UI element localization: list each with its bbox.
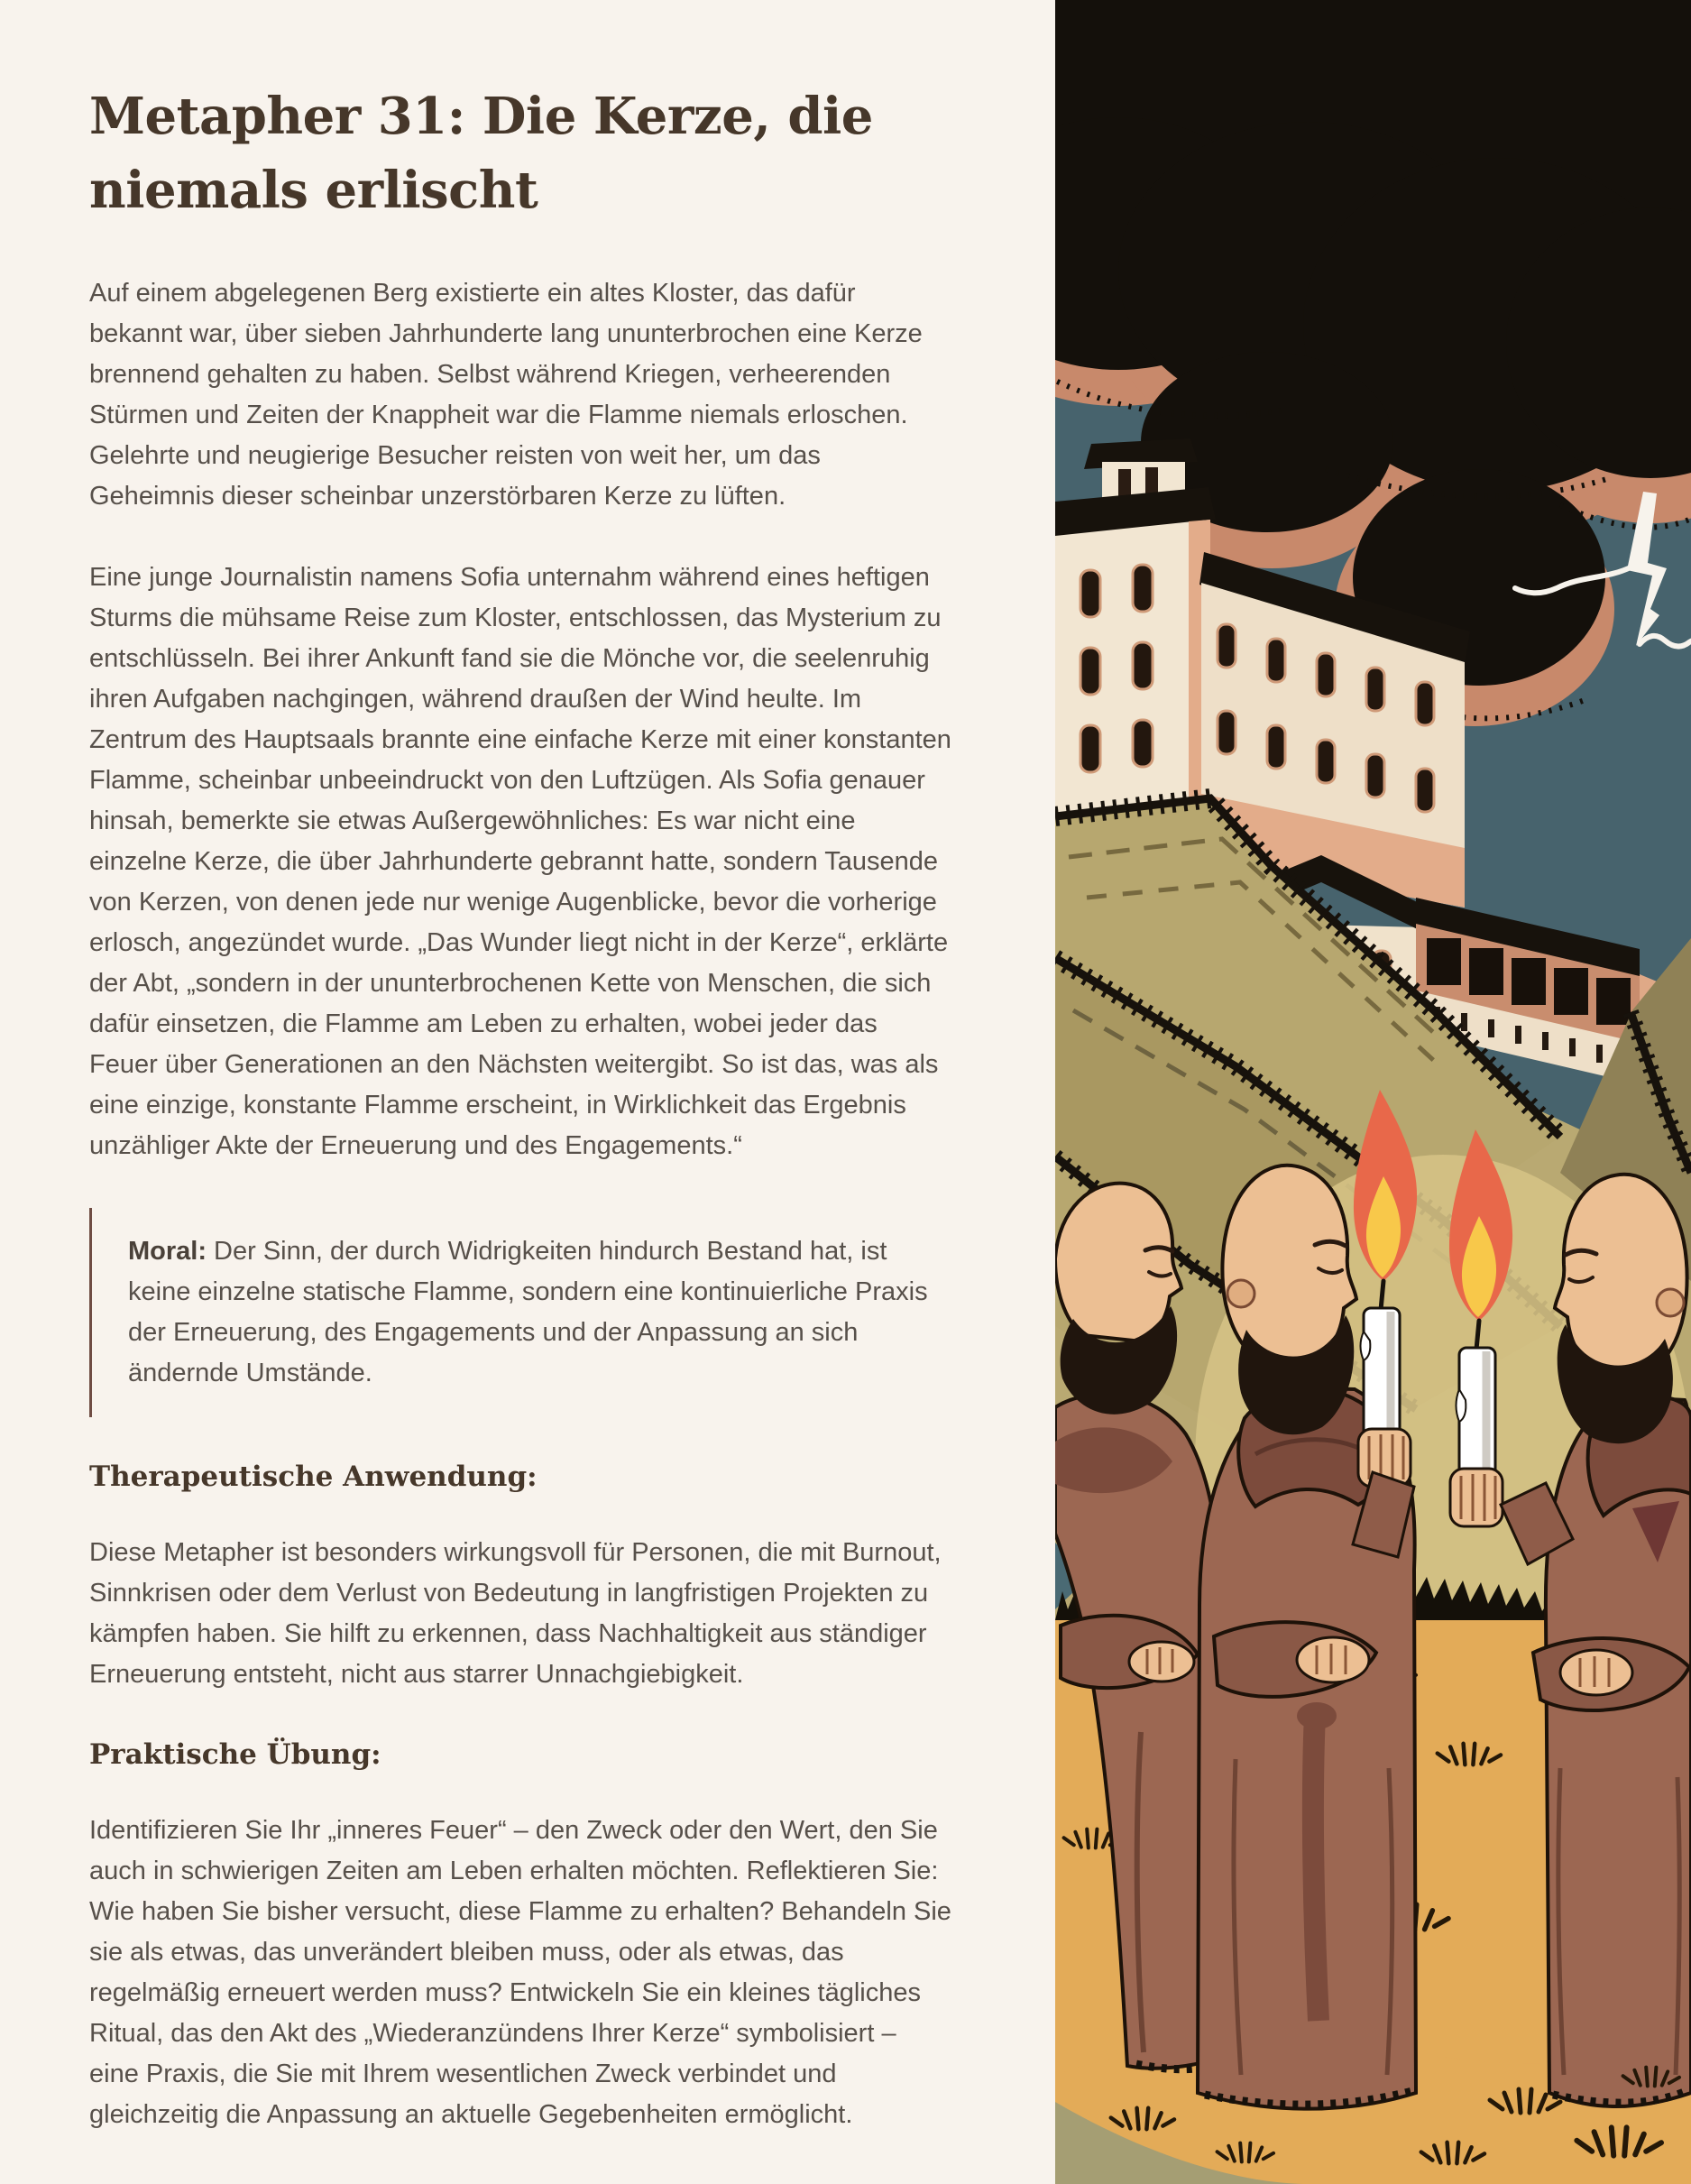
page-title: Metapher 31: Die Kerze, die niemals erlischt (89, 87, 873, 221)
section-heading-practice: Praktische Übung: (89, 1737, 381, 1771)
illustration-svg (1055, 0, 1691, 2184)
moral-text: Der Sinn, der durch Widrigkeiten hindurch Bestand hat, ist keine einzelne statische Flamme, sondern eine kontinuierliche Praxis der Erneuerung, des Engagements und der Anpassung an sich ändernde Umstände. (128, 1236, 928, 1387)
wick-right (1476, 1321, 1479, 1350)
section-body-practice: Identifizieren Sie Ihr „inneres Feuer“ – den Zweck oder den Wert, den Sie auch in schwierigen Zeiten am Leben erhalten möchten. Reflektieren Sie: Wie haben Sie bisher versucht, diese Flamme zu erhalten? Behandeln Sie sie als etwas, das unverändert bleiben muss, oder als etwas, das regelmäßig erneuert werden muss? Entwickeln Sie ein kleines tägliches Ritual, das den Akt des „Wiederanzündens Ihrer Kerze“ symbolisiert – eine Praxis, die Sie mit Ihrem wesentlichen Zweck verbindet und gleichzeitig die Anpassung an aktuelle Gegebenheiten ermöglicht. (89, 1816, 951, 2130)
article-column (89, 79, 951, 2176)
intro-paragraph-2: Eine junge Journalistin namens Sofia unternahm während eines heftigen Sturms die mühsame Reise zum Kloster, entschlossen, das Mysterium zu entschlüsseln. Bei ihrer Ankunft fand sie die Mönche vor, die seelenruhig ihren Aufgaben nachgingen, während draußen der Wind heulte. Im Zentrum des Hauptsaals brannte eine einfache Kerze mit einer konstanten Flamme, scheinbar unbeeindruckt von den Luftzügen. Als Sofia genauer hinsah, bemerkte sie etwas Außergewöhnliches: Es war nicht eine einzelne Kerze, die über Jahrhunderte gebrannt hatte, sondern Tausende von Kerzen, von denen jede nur wenige Augenblicke, bevor die vorherige erlosch, angezündet wurde. „Das Wunder liegt nicht in der Kerze“, erklärte der Abt, „sondern in der ununterbrochenen Kette von Menschen, die sich dafür einsetzen, die Flamme am Leben zu erhalten, wobei jeder das Feuer über Generationen an den Nächsten weitergibt. So ist das, was als eine einzige, konstante Flamme erscheint, in Wirklichkeit das Ergebnis unzähliger Akte der Erneuerung und des Engagements.“ (89, 562, 951, 1160)
intro-paragraph-1: Auf einem abgelegenen Berg existierte ein altes Kloster, das dafür bekannt war, über sieben Jahrhunderte lang ununterbrochen eine Kerze brennend gehalten zu haben. Selbst während Kriegen, verheerenden Stürmen und Zeiten der Knappheit war die Flamme niemals erloschen. Gelehrte und neugierige Besucher reisten von weit her, um das Geheimnis dieser scheinbar unzerstörbaren Kerze zu lüften. (89, 278, 923, 511)
moral-label: Moral: (128, 1236, 207, 1266)
story-illustration (1055, 0, 1691, 2184)
moral-callout (89, 1208, 951, 1417)
section-body-therapeutic: Diese Metapher ist besonders wirkungsvoll für Personen, die mit Burnout, Sinnkrisen oder dem Verlust von Bedeutung in langfristigen Projekten zu kämpfen haben. Sie hilft zu erkennen, dass Nachhaltigkeit aus ständiger Erneuerung entsteht, nicht aus starrer Unnachgiebigkeit. (89, 1537, 942, 1689)
section-heading-therapeutic: Therapeutische Anwendung: (89, 1460, 538, 1493)
wick-left (1381, 1281, 1383, 1310)
